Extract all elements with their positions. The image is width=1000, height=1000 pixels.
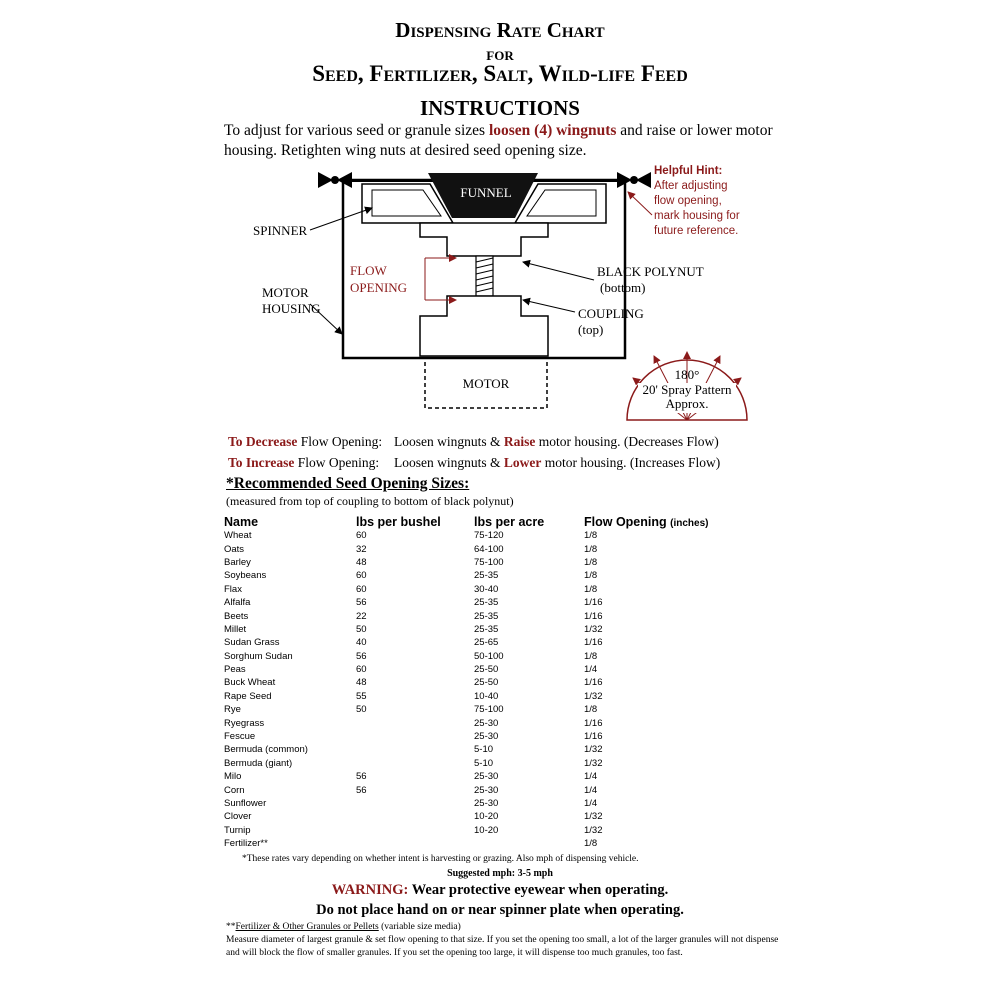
seed-name: Sudan Grass [224, 637, 280, 649]
hint-line-3: mark housing for [654, 210, 740, 222]
seed-name: Bermuda (common) [224, 744, 308, 756]
col-flow-label: Flow Opening [584, 514, 667, 529]
warning-text: Wear protective eyewear when operating. [408, 882, 669, 898]
seed-flow-opening: 1/4 [584, 784, 598, 796]
seed-flow-opening: 1/16 [584, 610, 603, 622]
seed-lbs-bushel [356, 757, 474, 770]
seed-flow-opening: 1/16 [584, 677, 603, 689]
hand-warning: Do not place hand on or near spinner plate when operating. [316, 902, 684, 918]
seed-name: Bermuda (giant) [224, 757, 293, 769]
seed-lbs-acre: 5-10 [474, 744, 494, 756]
seed-flow-opening: 1/32 [584, 811, 603, 823]
hint-line-1: After adjusting [654, 180, 728, 192]
table-row [222, 770, 724, 783]
table-row [222, 690, 724, 703]
seed-flow-opening: 1/8 [584, 583, 598, 595]
spray-line-2: Approx. [665, 396, 709, 411]
black-polynut-label-1: BLACK POLYNUT [597, 264, 704, 279]
flow-opening-label-1: FLOW [350, 263, 387, 278]
seed-name: Ryegrass [224, 717, 265, 729]
seed-name: Oats [224, 543, 245, 555]
seed-lbs-acre: 50-100 [474, 650, 504, 662]
seed-lbs-bushel [356, 797, 474, 810]
table-row [222, 730, 724, 743]
seed-flow-opening: 1/8 [584, 838, 598, 850]
seed-table-header [222, 514, 724, 529]
seed-lbs-acre: 10-20 [474, 811, 499, 823]
warning-label: WARNING: [331, 882, 409, 898]
seed-name: Alfalfa [224, 597, 251, 609]
seed-name: Milo [224, 771, 242, 783]
seed-lbs-acre: 25-30 [474, 771, 499, 783]
seed-lbs-acre: 25-65 [474, 637, 499, 649]
seed-lbs-acre: 25-35 [474, 623, 499, 635]
funnel-label: FUNNEL [460, 185, 512, 200]
seed-lbs-bushel: 60 [356, 583, 367, 595]
hint-line-4: future reference. [654, 225, 739, 237]
seed-flow-opening: 1/8 [584, 650, 598, 662]
seed-name: Rye [224, 704, 241, 716]
instructions-part2: and raise or lower motor housing. Retighten wing nuts at desired seed opening size. [224, 122, 773, 159]
seed-name: Fertilizer** [224, 838, 268, 850]
seed-lbs-bushel: 56 [356, 650, 367, 662]
col-lbs-bushel: lbs per bushel [356, 514, 441, 529]
dispenser-diagram [0, 0, 1000, 430]
seed-lbs-acre [474, 837, 584, 850]
seed-name: Fescue [224, 731, 256, 743]
seed-flow-opening: 1/32 [584, 757, 603, 769]
coupling-label-2: (top) [578, 322, 604, 337]
coupling-label-1: COUPLING [578, 306, 644, 321]
seed-lbs-acre: 10-20 [474, 824, 499, 836]
table-row [222, 676, 724, 689]
decrease-action: Raise [503, 434, 536, 449]
seed-flow-opening: 1/4 [584, 771, 598, 783]
seed-lbs-bushel: 55 [356, 690, 367, 702]
footnote-heading-underlined: Fertilizer & Other Granules or Pellets [235, 922, 379, 932]
seed-flow-opening: 1/8 [584, 530, 598, 542]
wingnut-right-icon [617, 172, 651, 188]
col-flow-unit: (inches) [670, 517, 709, 529]
title-line-3: Seed, Fertilizer, Salt, Wild-life Feed [312, 61, 688, 86]
footnote-heading [226, 921, 786, 934]
seed-lbs-acre: 25-30 [474, 784, 499, 796]
table-row [222, 609, 724, 622]
instructions-heading: INSTRUCTIONS [420, 96, 580, 120]
table-row [222, 623, 724, 636]
spray-pattern-diagram [627, 352, 747, 420]
seed-name: Soybeans [224, 570, 267, 582]
wingnut-left-icon [318, 172, 352, 188]
seed-flow-opening: 1/4 [584, 798, 598, 809]
table-row [222, 837, 724, 850]
seed-lbs-acre: 25-35 [474, 597, 499, 609]
decrease-label-rest: Flow Opening: [297, 434, 383, 449]
seed-name: Turnip [224, 824, 251, 836]
seed-lbs-bushel: 56 [356, 597, 367, 609]
rates-note: *These rates vary depending on whether intent is harvesting or grazing. Also mph of dispensing vehicle. [242, 854, 639, 864]
seed-name: Beets [224, 610, 249, 622]
table-row [222, 583, 724, 596]
seed-table [222, 514, 724, 850]
decrease-text2: motor housing. (Decreases Flow) [535, 434, 719, 449]
seed-lbs-bushel [356, 837, 474, 850]
seed-lbs-acre: 10-40 [474, 690, 499, 702]
seed-lbs-bushel: 40 [356, 637, 367, 649]
seed-name: Barley [224, 556, 251, 568]
table-row [222, 797, 724, 810]
seed-lbs-bushel: 22 [356, 610, 367, 622]
seed-lbs-bushel: 60 [356, 570, 367, 582]
seed-flow-opening: 1/16 [584, 731, 603, 743]
decrease-instruction [228, 434, 719, 450]
increase-instruction [228, 455, 720, 471]
decrease-text1: Loosen wingnuts & [394, 434, 504, 449]
seed-lbs-acre: 75-120 [474, 530, 504, 542]
suggested-mph: Suggested mph: 3-5 mph [447, 868, 553, 879]
seed-lbs-bushel [356, 743, 474, 756]
footnote-prefix: ** [226, 922, 236, 932]
seed-flow-opening: 1/16 [584, 637, 603, 649]
black-polynut-shape [420, 223, 548, 256]
seed-lbs-acre: 25-35 [474, 610, 499, 622]
increase-label-rest: Flow Opening: [294, 455, 380, 470]
seed-name: Corn [224, 784, 245, 796]
seed-flow-opening: 1/32 [584, 623, 603, 635]
seed-flow-opening: 1/16 [584, 717, 603, 729]
footnote-suffix: (variable size media) [378, 922, 461, 932]
seed-flow-opening: 1/8 [584, 570, 598, 582]
hint-line-2: flow opening, [654, 195, 722, 207]
seed-lbs-bushel [356, 824, 474, 837]
instructions-highlight: loosen (4) wingnuts [488, 122, 617, 139]
instructions-part1: To adjust for various seed or granule sizes [224, 122, 489, 139]
table-row [222, 569, 724, 582]
table-row [222, 596, 724, 609]
seed-lbs-bushel: 60 [356, 664, 367, 676]
spinner-label: SPINNER [253, 223, 308, 238]
warning-line [0, 882, 1000, 899]
motor-housing-label-1: MOTOR [262, 285, 309, 300]
hint-title: Helpful Hint: [654, 165, 723, 177]
table-row [222, 529, 724, 542]
seed-lbs-bushel [356, 730, 474, 743]
seed-lbs-acre: 30-40 [474, 583, 499, 595]
seed-name: Clover [224, 811, 252, 823]
seed-flow-opening: 1/8 [584, 543, 598, 555]
coupling-shape [420, 296, 548, 356]
seed-lbs-bushel: 50 [356, 704, 367, 716]
seed-lbs-bushel: 50 [356, 623, 367, 635]
seed-lbs-acre: 75-100 [474, 556, 504, 568]
seed-name: Rape Seed [224, 690, 272, 702]
seed-lbs-bushel: 48 [356, 556, 367, 568]
table-row [222, 636, 724, 649]
seed-flow-opening: 1/8 [584, 556, 598, 568]
seed-name: Peas [224, 664, 246, 676]
motor-label: MOTOR [462, 376, 510, 391]
footnote-body: Measure diameter of largest granule & set flow opening to that size. If you set the opening too small, a lot of the larger granules will not dispense and will block the flow of smaller granules. If you set the opening too large, it will dispense too much granules, too fast. [226, 935, 779, 958]
table-row [222, 716, 724, 729]
recommended-subtitle: (measured from top of coupling to bottom of black polynut) [226, 494, 514, 508]
recommended-title: *Recommended Seed Opening Sizes: [226, 475, 470, 492]
seed-lbs-acre: 64-100 [474, 543, 504, 555]
table-row [222, 757, 724, 770]
seed-table-body [222, 529, 724, 850]
table-row [222, 810, 724, 823]
table-row [222, 783, 724, 796]
table-row [222, 743, 724, 756]
seed-lbs-bushel: 56 [356, 771, 367, 783]
seed-lbs-acre: 25-50 [474, 664, 499, 676]
seed-lbs-bushel [356, 716, 474, 729]
seed-lbs-acre: 25-30 [474, 798, 499, 809]
spray-line-1: 20' Spray Pattern [642, 382, 732, 397]
seed-lbs-acre: 25-50 [474, 677, 499, 689]
seed-lbs-acre: 25-35 [474, 570, 499, 582]
col-name: Name [224, 514, 259, 529]
seed-name: Sorghum Sudan [224, 650, 293, 662]
table-row [222, 824, 724, 837]
seed-name: Wheat [224, 530, 252, 542]
seed-name: Millet [224, 623, 247, 635]
table-row [222, 703, 724, 716]
seed-flow-opening: 1/16 [584, 597, 603, 609]
title-line-2: for [486, 44, 514, 64]
seed-lbs-bushel: 56 [356, 784, 367, 796]
seed-lbs-bushel: 60 [356, 530, 367, 542]
seed-flow-opening: 1/32 [584, 690, 603, 702]
seed-lbs-bushel: 48 [356, 677, 367, 689]
table-row [222, 542, 724, 555]
seed-flow-opening: 1/8 [584, 704, 598, 716]
flow-opening-label-2: OPENING [350, 280, 408, 295]
table-row [222, 650, 724, 663]
table-row [222, 556, 724, 569]
seed-lbs-acre: 25-30 [474, 717, 499, 729]
seed-lbs-acre: 5-10 [474, 757, 494, 769]
seed-name: Buck Wheat [224, 677, 276, 689]
seed-flow-opening: 1/32 [584, 824, 603, 836]
seed-lbs-acre: 25-30 [474, 731, 499, 743]
seed-lbs-bushel [356, 810, 474, 823]
seed-name: Sunflower [224, 798, 267, 809]
table-row [222, 663, 724, 676]
seed-flow-opening: 1/32 [584, 744, 603, 756]
seed-flow-opening: 1/4 [584, 664, 598, 676]
seed-lbs-acre: 75-100 [474, 704, 504, 716]
title-line-1: Dispensing Rate Chart [395, 18, 605, 42]
seed-lbs-bushel: 32 [356, 543, 367, 555]
increase-prefix: To Increase [228, 455, 295, 470]
increase-text1: Loosen wingnuts & [394, 455, 504, 470]
decrease-prefix: To Decrease [228, 434, 298, 449]
increase-action: Lower [503, 455, 542, 470]
col-flow-opening [584, 514, 724, 529]
spray-angle: 180° [674, 367, 700, 382]
black-polynut-label-2: (bottom) [600, 280, 646, 295]
increase-text2: motor housing. (Increases Flow) [541, 455, 721, 470]
seed-name: Flax [224, 583, 242, 595]
motor-housing-label-2: HOUSING [262, 301, 321, 316]
col-lbs-acre: lbs per acre [474, 514, 545, 529]
